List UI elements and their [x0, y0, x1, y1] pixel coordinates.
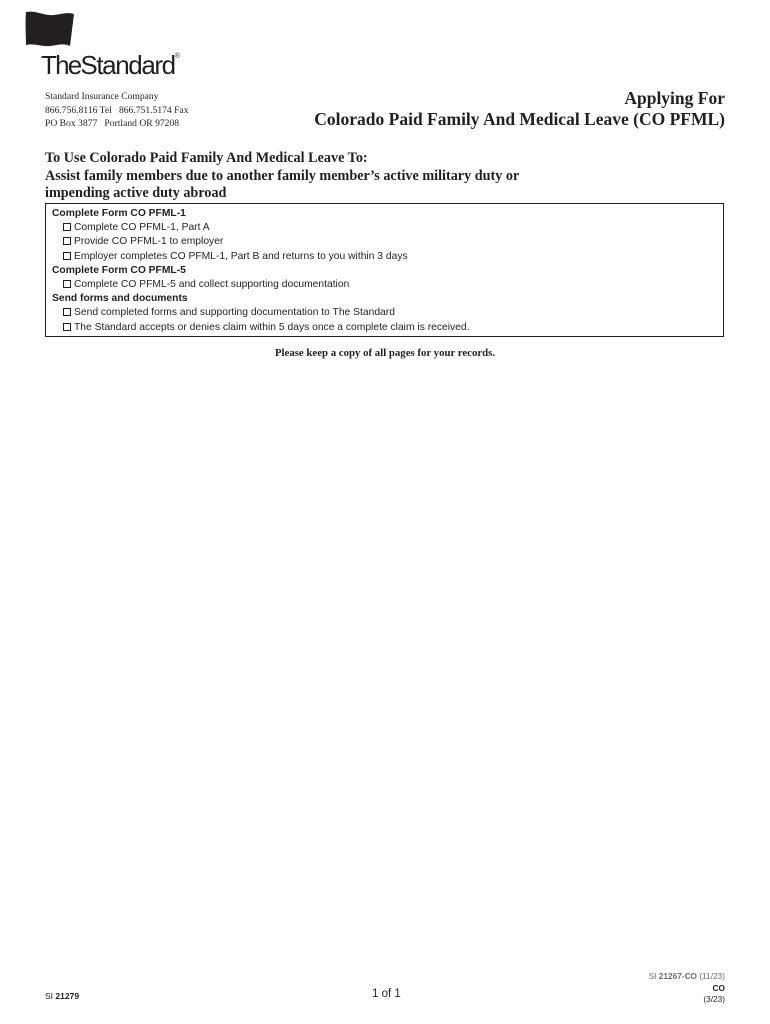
checklist-item [52, 278, 717, 292]
document-title [314, 88, 725, 130]
intro-heading [45, 150, 645, 203]
footer-left-prefix: SI [45, 991, 56, 1001]
checkbox[interactable] [63, 308, 71, 316]
company-address [45, 90, 189, 131]
checkbox[interactable] [63, 223, 71, 231]
footer-state [649, 983, 725, 995]
intro-line-1: To Use Colorado Paid Family And Medical Leave To: [45, 150, 368, 166]
company-phone: 866.756.8116 Tel 866.751.5174 Fax [45, 104, 189, 116]
company-logo [41, 52, 180, 78]
checklist-item-label: The Standard accepts or denies claim within 5 days once a complete claim is received. [74, 321, 470, 333]
footer-right-date: (11/23) [697, 971, 725, 981]
checklist-item-label: Provide CO PFML-1 to employer [74, 236, 224, 248]
logo-text-the: The [41, 50, 81, 80]
section-title-form-1: Complete Form CO PFML-1 [52, 208, 186, 219]
footer-revision [649, 971, 725, 1006]
intro-line-3: impending active duty abroad [45, 185, 227, 201]
checklist-item-label: Send completed forms and supporting documentation to The Standard [74, 307, 395, 319]
checklist-box [45, 203, 724, 337]
checkbox[interactable] [63, 280, 71, 288]
checklist-item [52, 235, 717, 249]
intro-line-2: Assist family members due to another family member’s active military duty or [45, 167, 520, 184]
footer-form-id [45, 991, 79, 1001]
checkbox[interactable] [63, 237, 71, 245]
footer-form-line [649, 971, 725, 983]
checklist-item [52, 321, 717, 335]
company-po-box: PO Box 3877 Portland OR 97208 [45, 118, 180, 130]
registered-mark: ® [174, 53, 180, 60]
title-line-2: Colorado Paid Family And Medical Leave (CO PFML) [314, 109, 725, 129]
records-note: Please keep a copy of all pages for your records. [274, 347, 496, 359]
checklist-item-label: Complete CO PFML-1, Part A [74, 222, 210, 234]
section-title-form-5: Complete Form CO PFML-5 [52, 264, 186, 276]
footer-rev-date: (3/23) [703, 994, 725, 1004]
section-title-send: Send forms and documents [52, 293, 188, 305]
checklist-item [52, 221, 717, 235]
flag-logo-icon [22, 10, 76, 48]
checkbox[interactable] [63, 252, 71, 260]
logo-text-standard: Standard [80, 50, 175, 80]
footer-state-code: CO [712, 982, 725, 993]
checkbox[interactable] [63, 323, 71, 331]
footer-right-form: 21267-CO [658, 971, 698, 981]
checklist-item-label: Employer completes CO PFML-1, Part B and returns to you within 3 days [74, 250, 408, 262]
company-name: Standard Insurance Company [45, 91, 159, 102]
page-number: 1 of 1 [372, 988, 401, 1000]
footer-left-number: 21279 [55, 991, 80, 1001]
footer-right-prefix: SI [648, 971, 659, 981]
title-line-1: Applying For [624, 88, 725, 108]
checklist-item [52, 306, 717, 320]
checklist-item [52, 250, 717, 264]
checklist-item-label: Complete CO PFML-5 and collect supporting documentation [74, 279, 350, 291]
